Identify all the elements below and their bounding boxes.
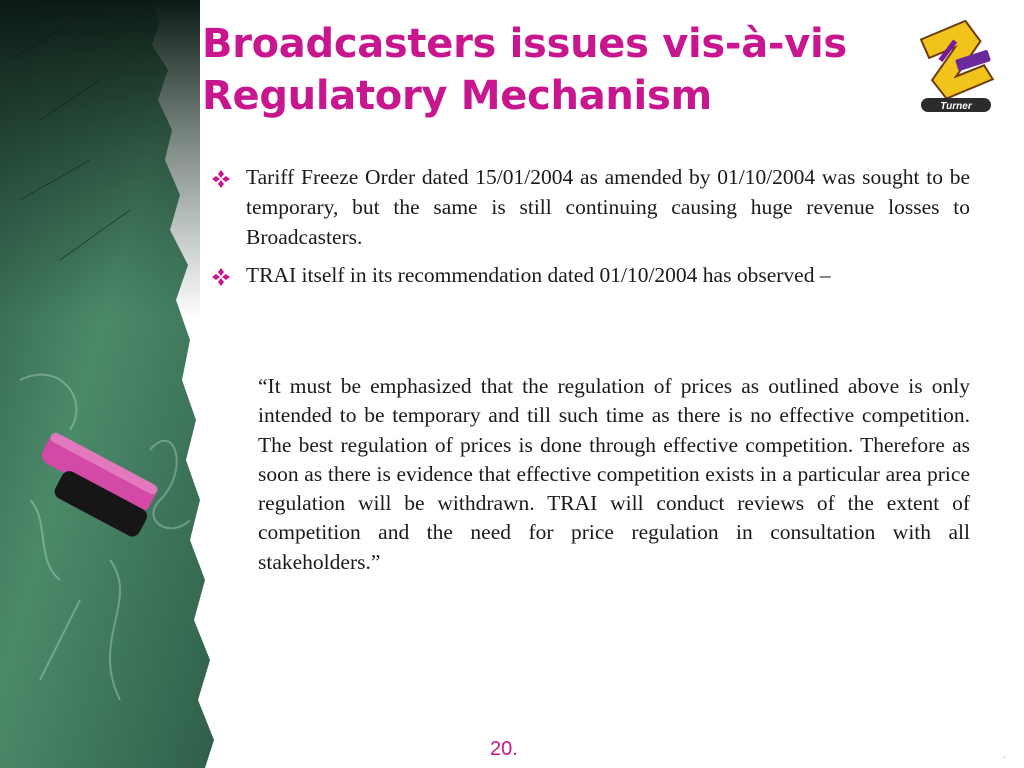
page-number: 20. bbox=[490, 738, 518, 760]
bullet-text: TRAI itself in its recommendation dated 01/10/2004 has observed – bbox=[246, 263, 831, 287]
bullet-item bbox=[212, 162, 970, 252]
bullet-item bbox=[212, 260, 970, 290]
bullet-text: Tariff Freeze Order dated 15/01/2004 as amended by 01/10/2004 was sought to be temporary, but the same is still continuing causing huge revenue losses to Broadcasters. bbox=[246, 165, 970, 249]
svg-text:Turner: Turner bbox=[940, 101, 972, 112]
corner-mark: . bbox=[1003, 750, 1006, 761]
diamond-bullet-icon bbox=[212, 264, 230, 282]
bullet-list bbox=[212, 162, 970, 298]
zee-network-turner-logo bbox=[915, 20, 997, 116]
trai-quote: “It must be emphasized that the regulation of prices as outlined above is only intended to be temporary and till such time as there is no effective competition. The best regulation of prices is done through effective competition. Therefore as soon as there is evidence that effective competition exists in a particular area price regulation will be withdrawn. TRAI will conduct reviews of the extent of competition and the need for price regulation in consultation with all stakeholders.” bbox=[258, 374, 970, 574]
slide-title-line-1: Broadcasters issues vis-à-vis bbox=[202, 21, 847, 67]
slide-title bbox=[202, 18, 912, 122]
slide-title-line-2: Regulatory Mechanism bbox=[202, 73, 712, 119]
diamond-bullet-icon bbox=[212, 166, 230, 184]
